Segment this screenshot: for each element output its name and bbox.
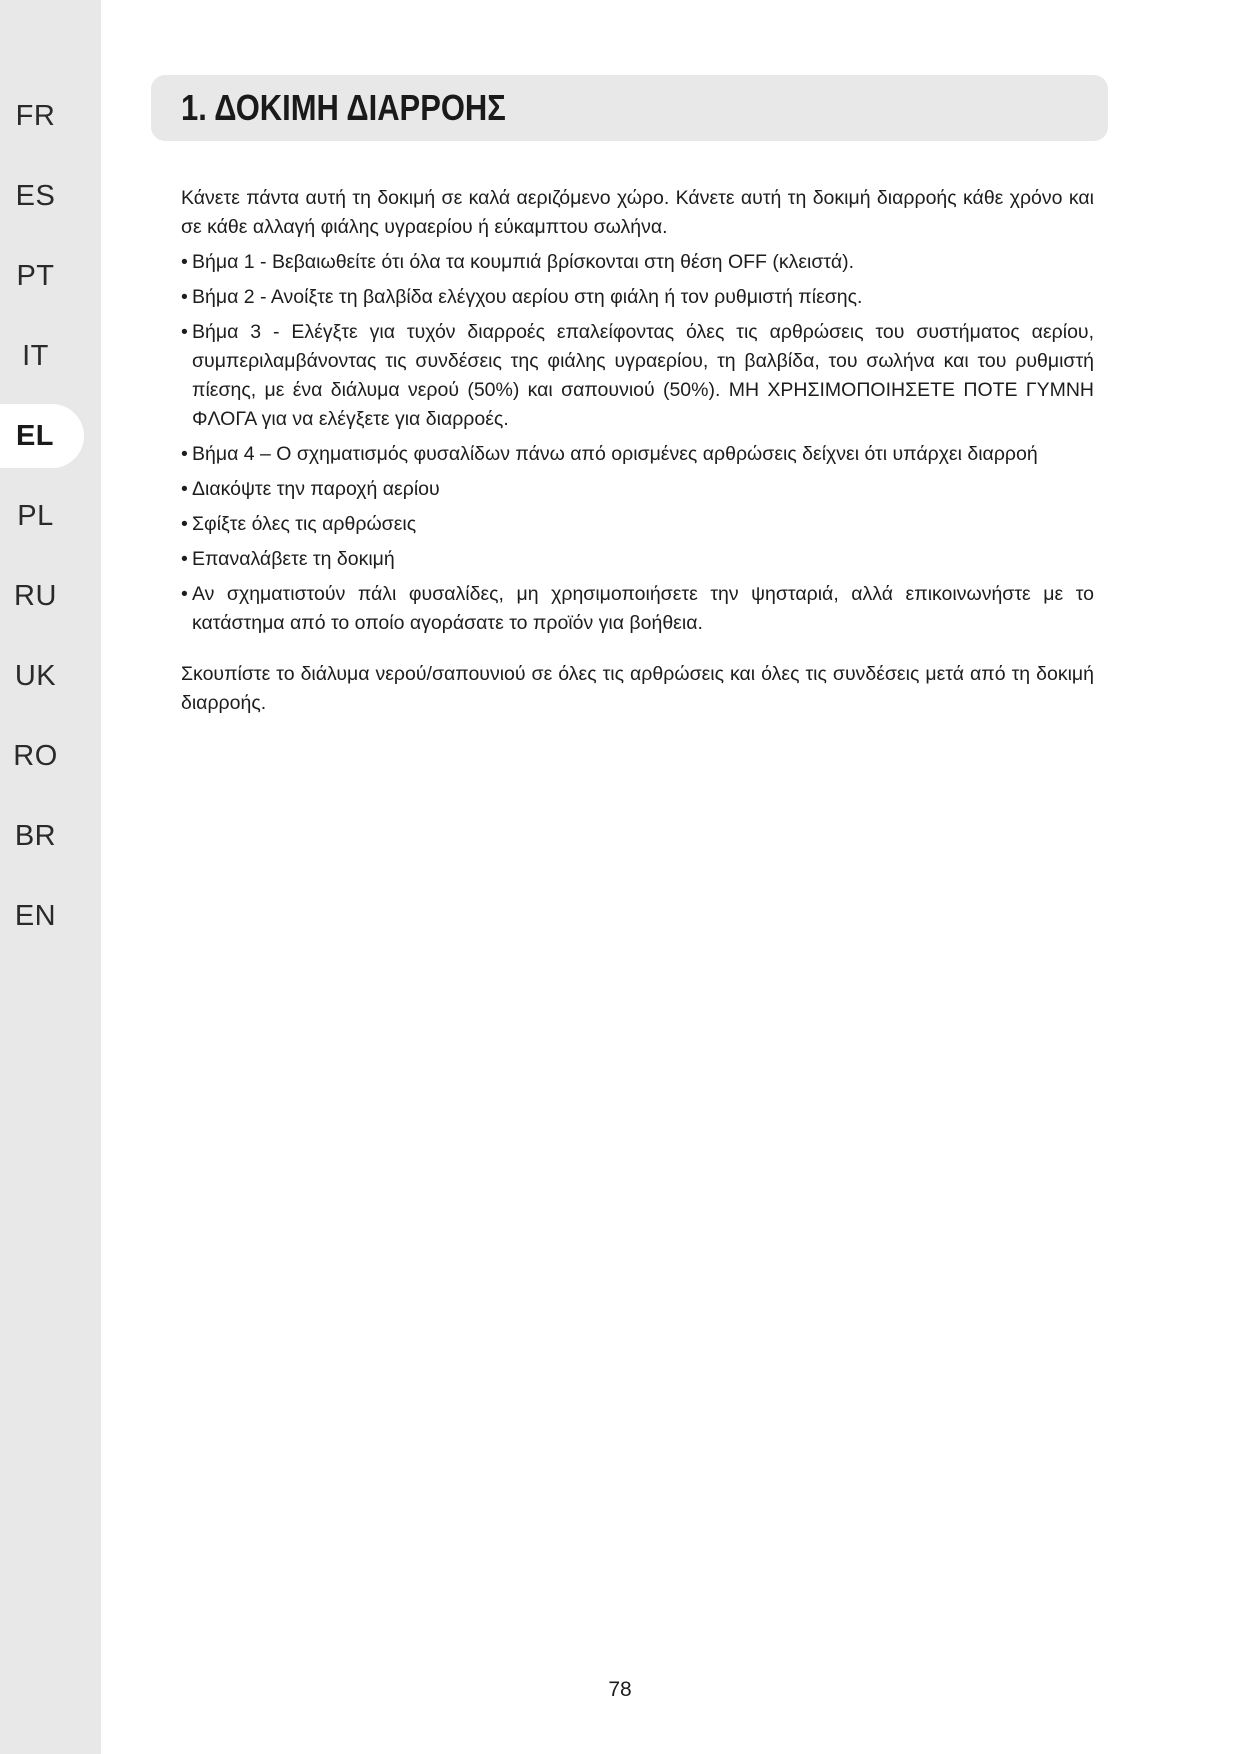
bullet-icon: • bbox=[181, 443, 188, 465]
bullet-icon: • bbox=[181, 513, 188, 535]
list-item bbox=[181, 475, 1094, 504]
list-item bbox=[181, 545, 1094, 574]
closing-paragraph: Σκουπίστε το διάλυμα νερού/σαπουνιού σε όλες τις αρθρώσεις και όλες τις συνδέσεις μετά από τη δοκιμή διαρροής. bbox=[181, 663, 1094, 714]
lang-tab-pl[interactable]: PL bbox=[17, 499, 54, 532]
step-text: Βήμα 1 - Βεβαιωθείτε ότι όλα τα κουμπιά βρίσκονται στη θέση OFF (κλειστά). bbox=[192, 251, 855, 273]
lang-tab-br[interactable]: BR bbox=[14, 819, 57, 852]
bullet-icon: • bbox=[181, 251, 188, 273]
step-text: Αν σχηματιστούν πάλι φυσαλίδες, μη χρησιμοποιήσετε την ψησταριά, αλλά επικοινωνήστε με το κατάστημα από το οποίο αγοράσατε το προϊόν για βοήθεια. bbox=[192, 583, 1094, 634]
step-text: Διακόψτε την παροχή αερίου bbox=[192, 478, 440, 500]
list-item bbox=[181, 580, 1094, 638]
step-text: Βήμα 3 - Ελέγξτε για τυχόν διαρροές επαλείφοντας όλες τις αρθρώσεις του συστήματος αερίου, συμπεριλαμβάνοντας τις συνδέσεις της φιάλης υγραερίου, τη βαλβίδα, του σωλήνα και του ρυθμιστή πίεσης, με ένα διάλυμα νερού (50%) και σαπουνιού (50%). ΜΗ ΧΡΗΣΙΜΟΠΟΙΗΣΕΤΕ ΠΟΤΕ ΓΥΜΝΗ ΦΛΟΓΑ για να ελέγξετε για διαρροές. bbox=[192, 321, 1094, 430]
section-title-bar bbox=[151, 75, 1108, 141]
list-item bbox=[181, 248, 1094, 277]
step-text: Βήμα 4 – Ο σχηματισμός φυσαλίδων πάνω από ορισμένες αρθρώσεις δείχνει ότι υπάρχει διαρροή bbox=[192, 443, 1038, 465]
list-item bbox=[181, 283, 1094, 312]
section-body bbox=[181, 184, 1094, 718]
bullet-icon: • bbox=[181, 286, 188, 308]
section-title: 1. ΔΟΚΙΜΗ ΔΙΑΡΡΟΗΣ bbox=[181, 87, 506, 128]
lang-tab-ru[interactable]: RU bbox=[14, 579, 57, 612]
page-number: 78 bbox=[608, 1678, 632, 1701]
step-text: Σφίξτε όλες τις αρθρώσεις bbox=[192, 513, 417, 535]
bullet-icon: • bbox=[181, 548, 188, 570]
lang-tab-en[interactable]: EN bbox=[14, 899, 57, 932]
lang-tab-el-active[interactable]: EL bbox=[0, 404, 84, 468]
list-item bbox=[181, 440, 1094, 469]
lang-tab-pt[interactable]: PT bbox=[16, 259, 55, 292]
lang-tab-it[interactable]: IT bbox=[22, 339, 49, 372]
lang-tab-es[interactable]: ES bbox=[15, 179, 56, 212]
lang-tab-ro[interactable]: RO bbox=[13, 739, 58, 772]
lang-tab-fr[interactable]: FR bbox=[15, 99, 56, 132]
steps-list bbox=[181, 248, 1094, 638]
bullet-icon: • bbox=[181, 478, 188, 500]
language-sidebar bbox=[0, 0, 101, 1754]
intro-paragraph: Κάνετε πάντα αυτή τη δοκιμή σε καλά αεριζόμενο χώρο. Κάνετε αυτή τη δοκιμή διαρροής κάθε χρόνο και σε κάθε αλλαγή φιάλης υγραερίου ή εύκαμπτου σωλήνα. bbox=[181, 187, 1094, 238]
bullet-icon: • bbox=[181, 583, 188, 605]
lang-tab-uk[interactable]: UK bbox=[14, 659, 57, 692]
step-text: Επαναλάβετε τη δοκιμή bbox=[192, 548, 395, 570]
list-item bbox=[181, 318, 1094, 434]
bullet-icon: • bbox=[181, 321, 188, 343]
step-text: Βήμα 2 - Ανοίξτε τη βαλβίδα ελέγχου αερίου στη φιάλη ή τον ρυθμιστή πίεσης. bbox=[192, 286, 863, 308]
list-item bbox=[181, 510, 1094, 539]
